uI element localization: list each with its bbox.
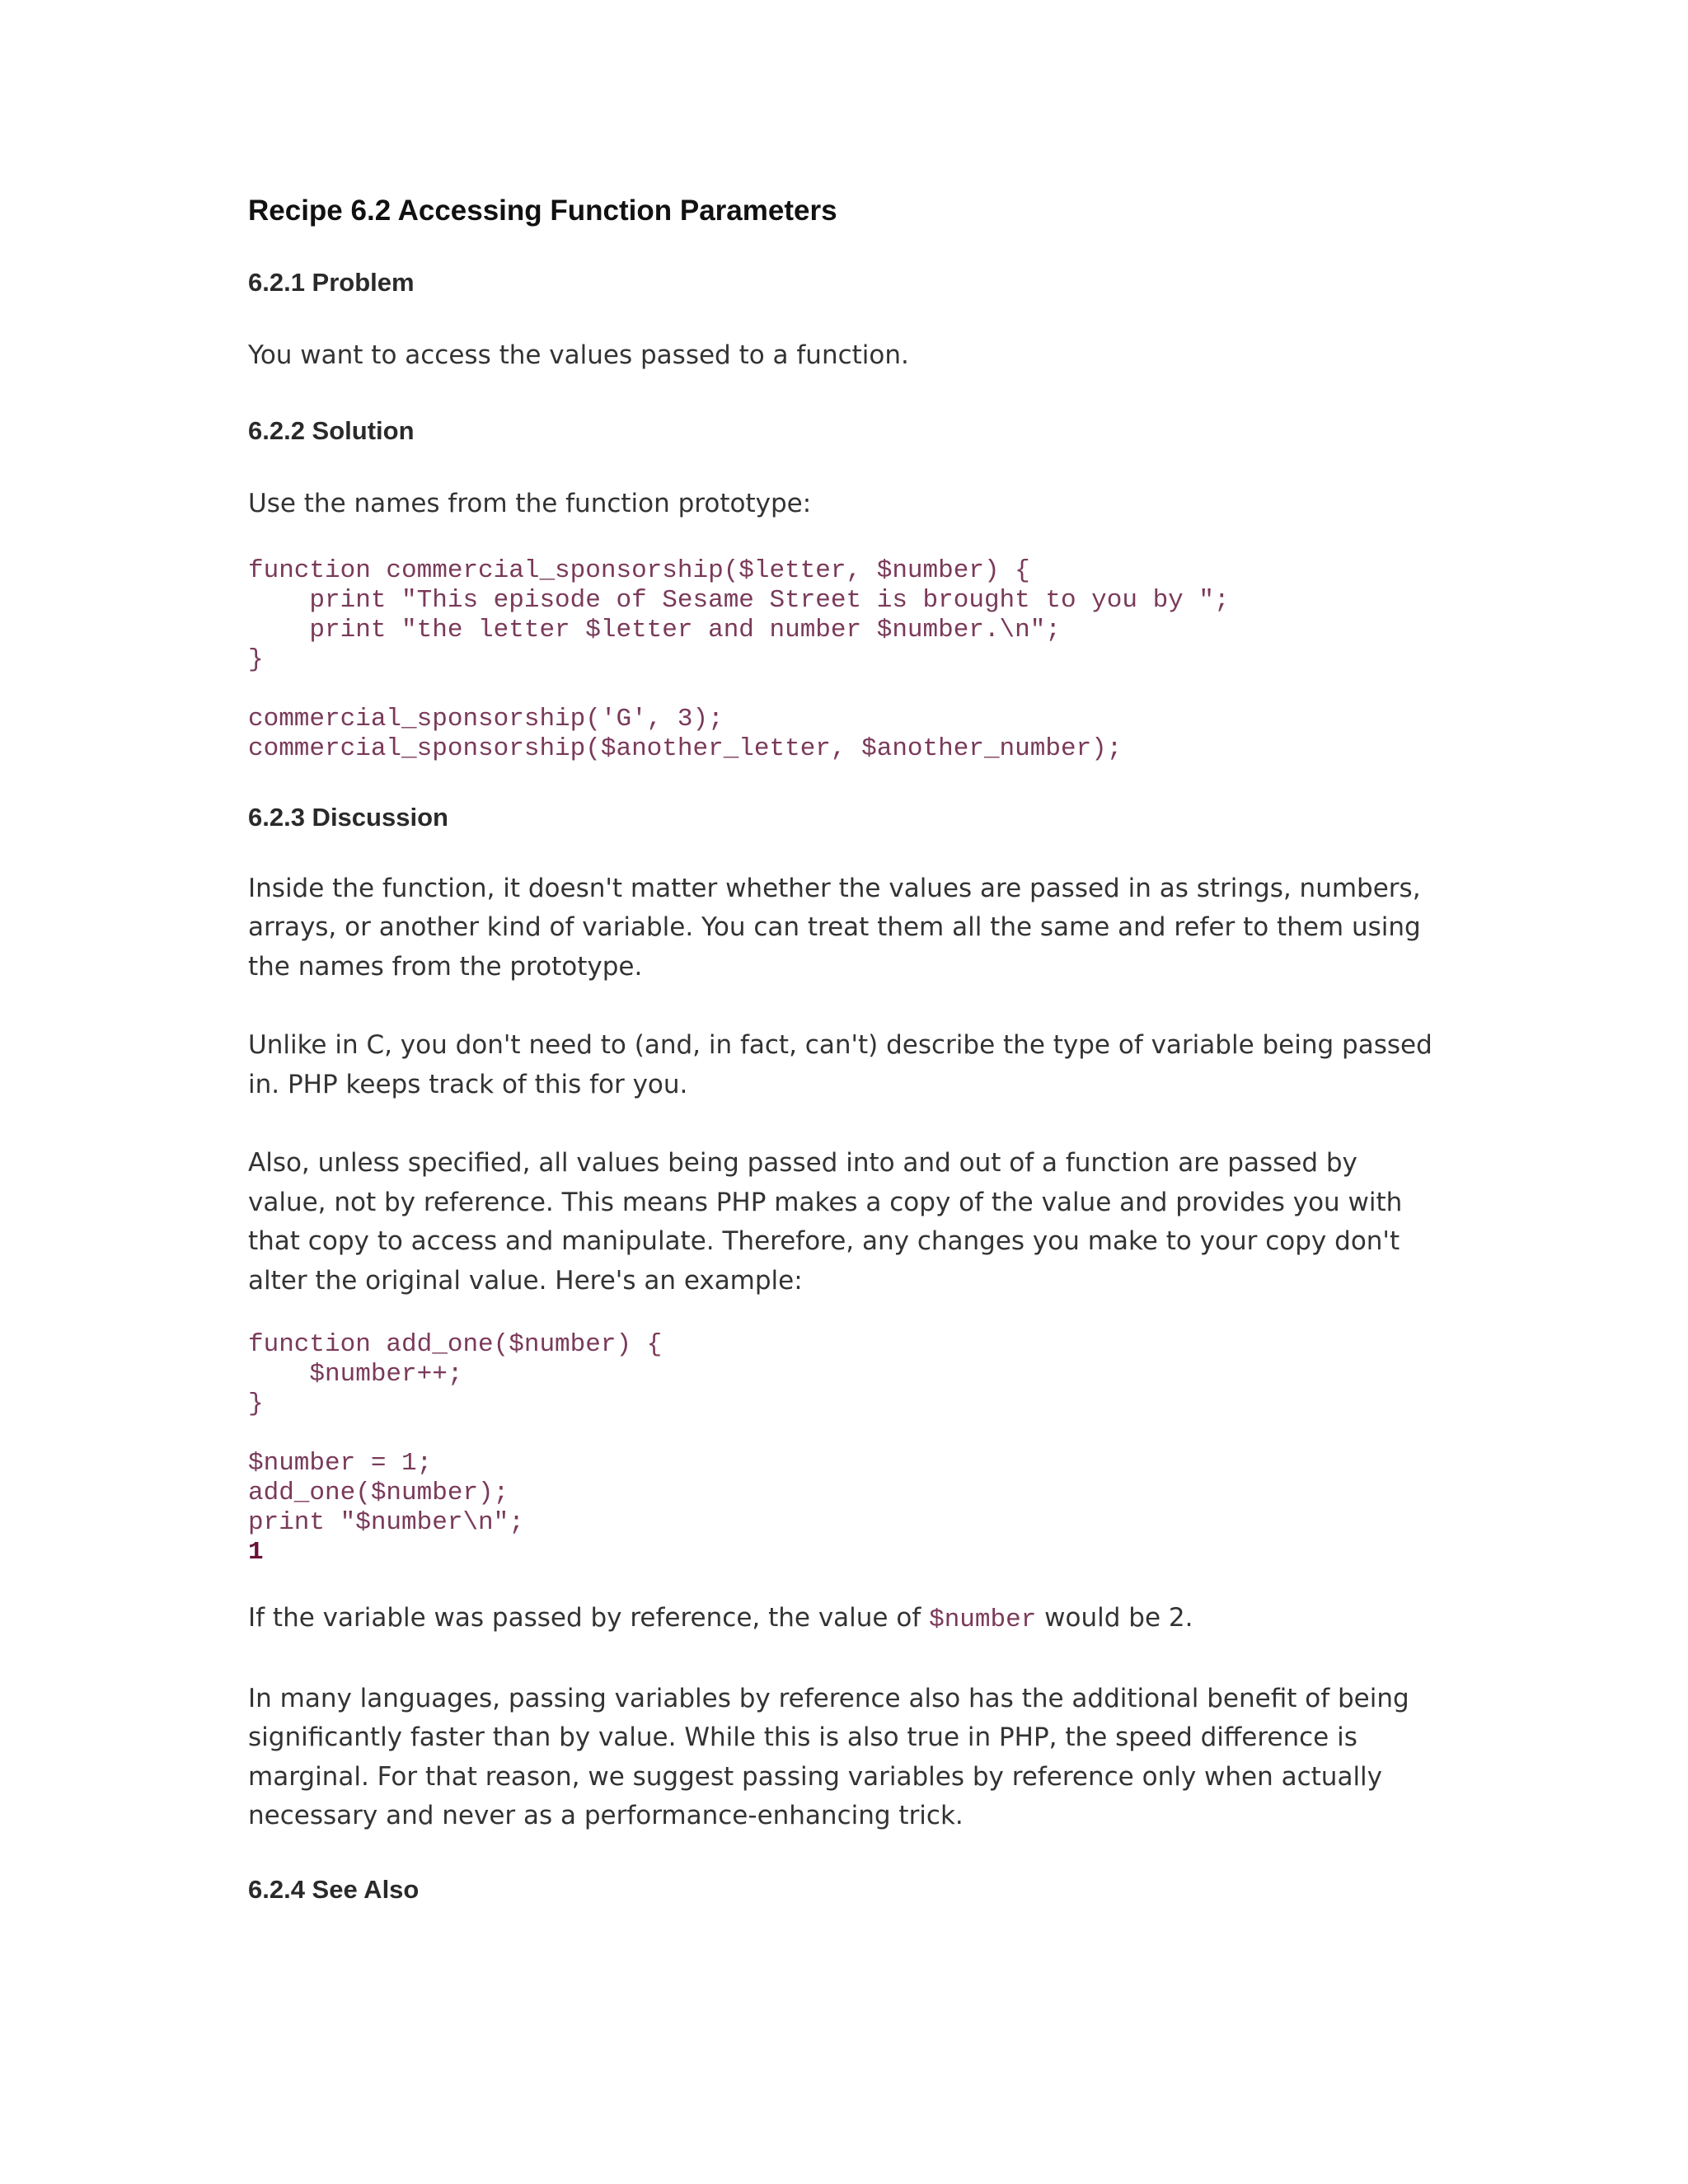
discussion-heading: 6.2.3 Discussion xyxy=(248,803,448,832)
discussion-paragraph-5: In many languages, passing variables by reference also has the additional benefit of being significantly faster than by value. While this is also true in PHP, the speed difference is marginal. For that reason, we suggest passing variables by reference only when actually necessary and never as a performance-enhancing trick. xyxy=(248,1683,1409,1831)
see-also-heading: 6.2.4 See Also xyxy=(248,1874,420,1904)
paragraph-4-text-after: would be 2. xyxy=(1036,1603,1193,1633)
discussion-code-block: function add_one($number) { $number++; } $number = 1; add_one($number); print "$number\n"; xyxy=(248,1330,663,1538)
solution-heading: 6.2.2 Solution xyxy=(248,415,415,445)
discussion-paragraph-4 xyxy=(248,1599,1435,1640)
code-output: 1 xyxy=(248,1538,264,1568)
problem-heading: 6.2.1 Problem xyxy=(248,268,415,297)
solution-code-block: function commercial_sponsorship($letter, $number) { print "This episode of Sesame Street is brought to you by "; print "the letter $letter and number $number.\n"; } commercial_sponsorship('G', 3); commercial_sponsorship($another_letter, $another_number); xyxy=(248,556,1230,764)
document-page xyxy=(248,194,1435,1905)
problem-text: You want to access the values passed to a function. xyxy=(248,340,909,371)
discussion-code-example xyxy=(248,1330,1435,1568)
solution-intro: Use the names from the function prototype: xyxy=(248,488,812,518)
paragraph-4-text-before: If the variable was passed by reference, the value of xyxy=(248,1603,930,1633)
discussion-paragraph-2: Unlike in C, you don't need to (and, in fact, can't) describe the type of variable being passed in. PHP keeps track of this for you. xyxy=(248,1030,1432,1099)
discussion-paragraph-3: Also, unless specified, all values being passed into and out of a function are passed by value, not by reference. This means PHP makes a copy of the value and provides you with that copy to access and manipulate. Therefore, any changes you make to your copy don't alter the original value. Here's an example: xyxy=(248,1148,1403,1296)
discussion-paragraph-1: Inside the function, it doesn't matter whether the values are passed in as strings, numbers, arrays, or another kind of variable. You can treat them all the same and refer to them using the names from the prototype. xyxy=(248,873,1421,982)
inline-code-number: $number xyxy=(929,1605,1037,1635)
recipe-title: Recipe 6.2 Accessing Function Parameters xyxy=(248,194,837,227)
